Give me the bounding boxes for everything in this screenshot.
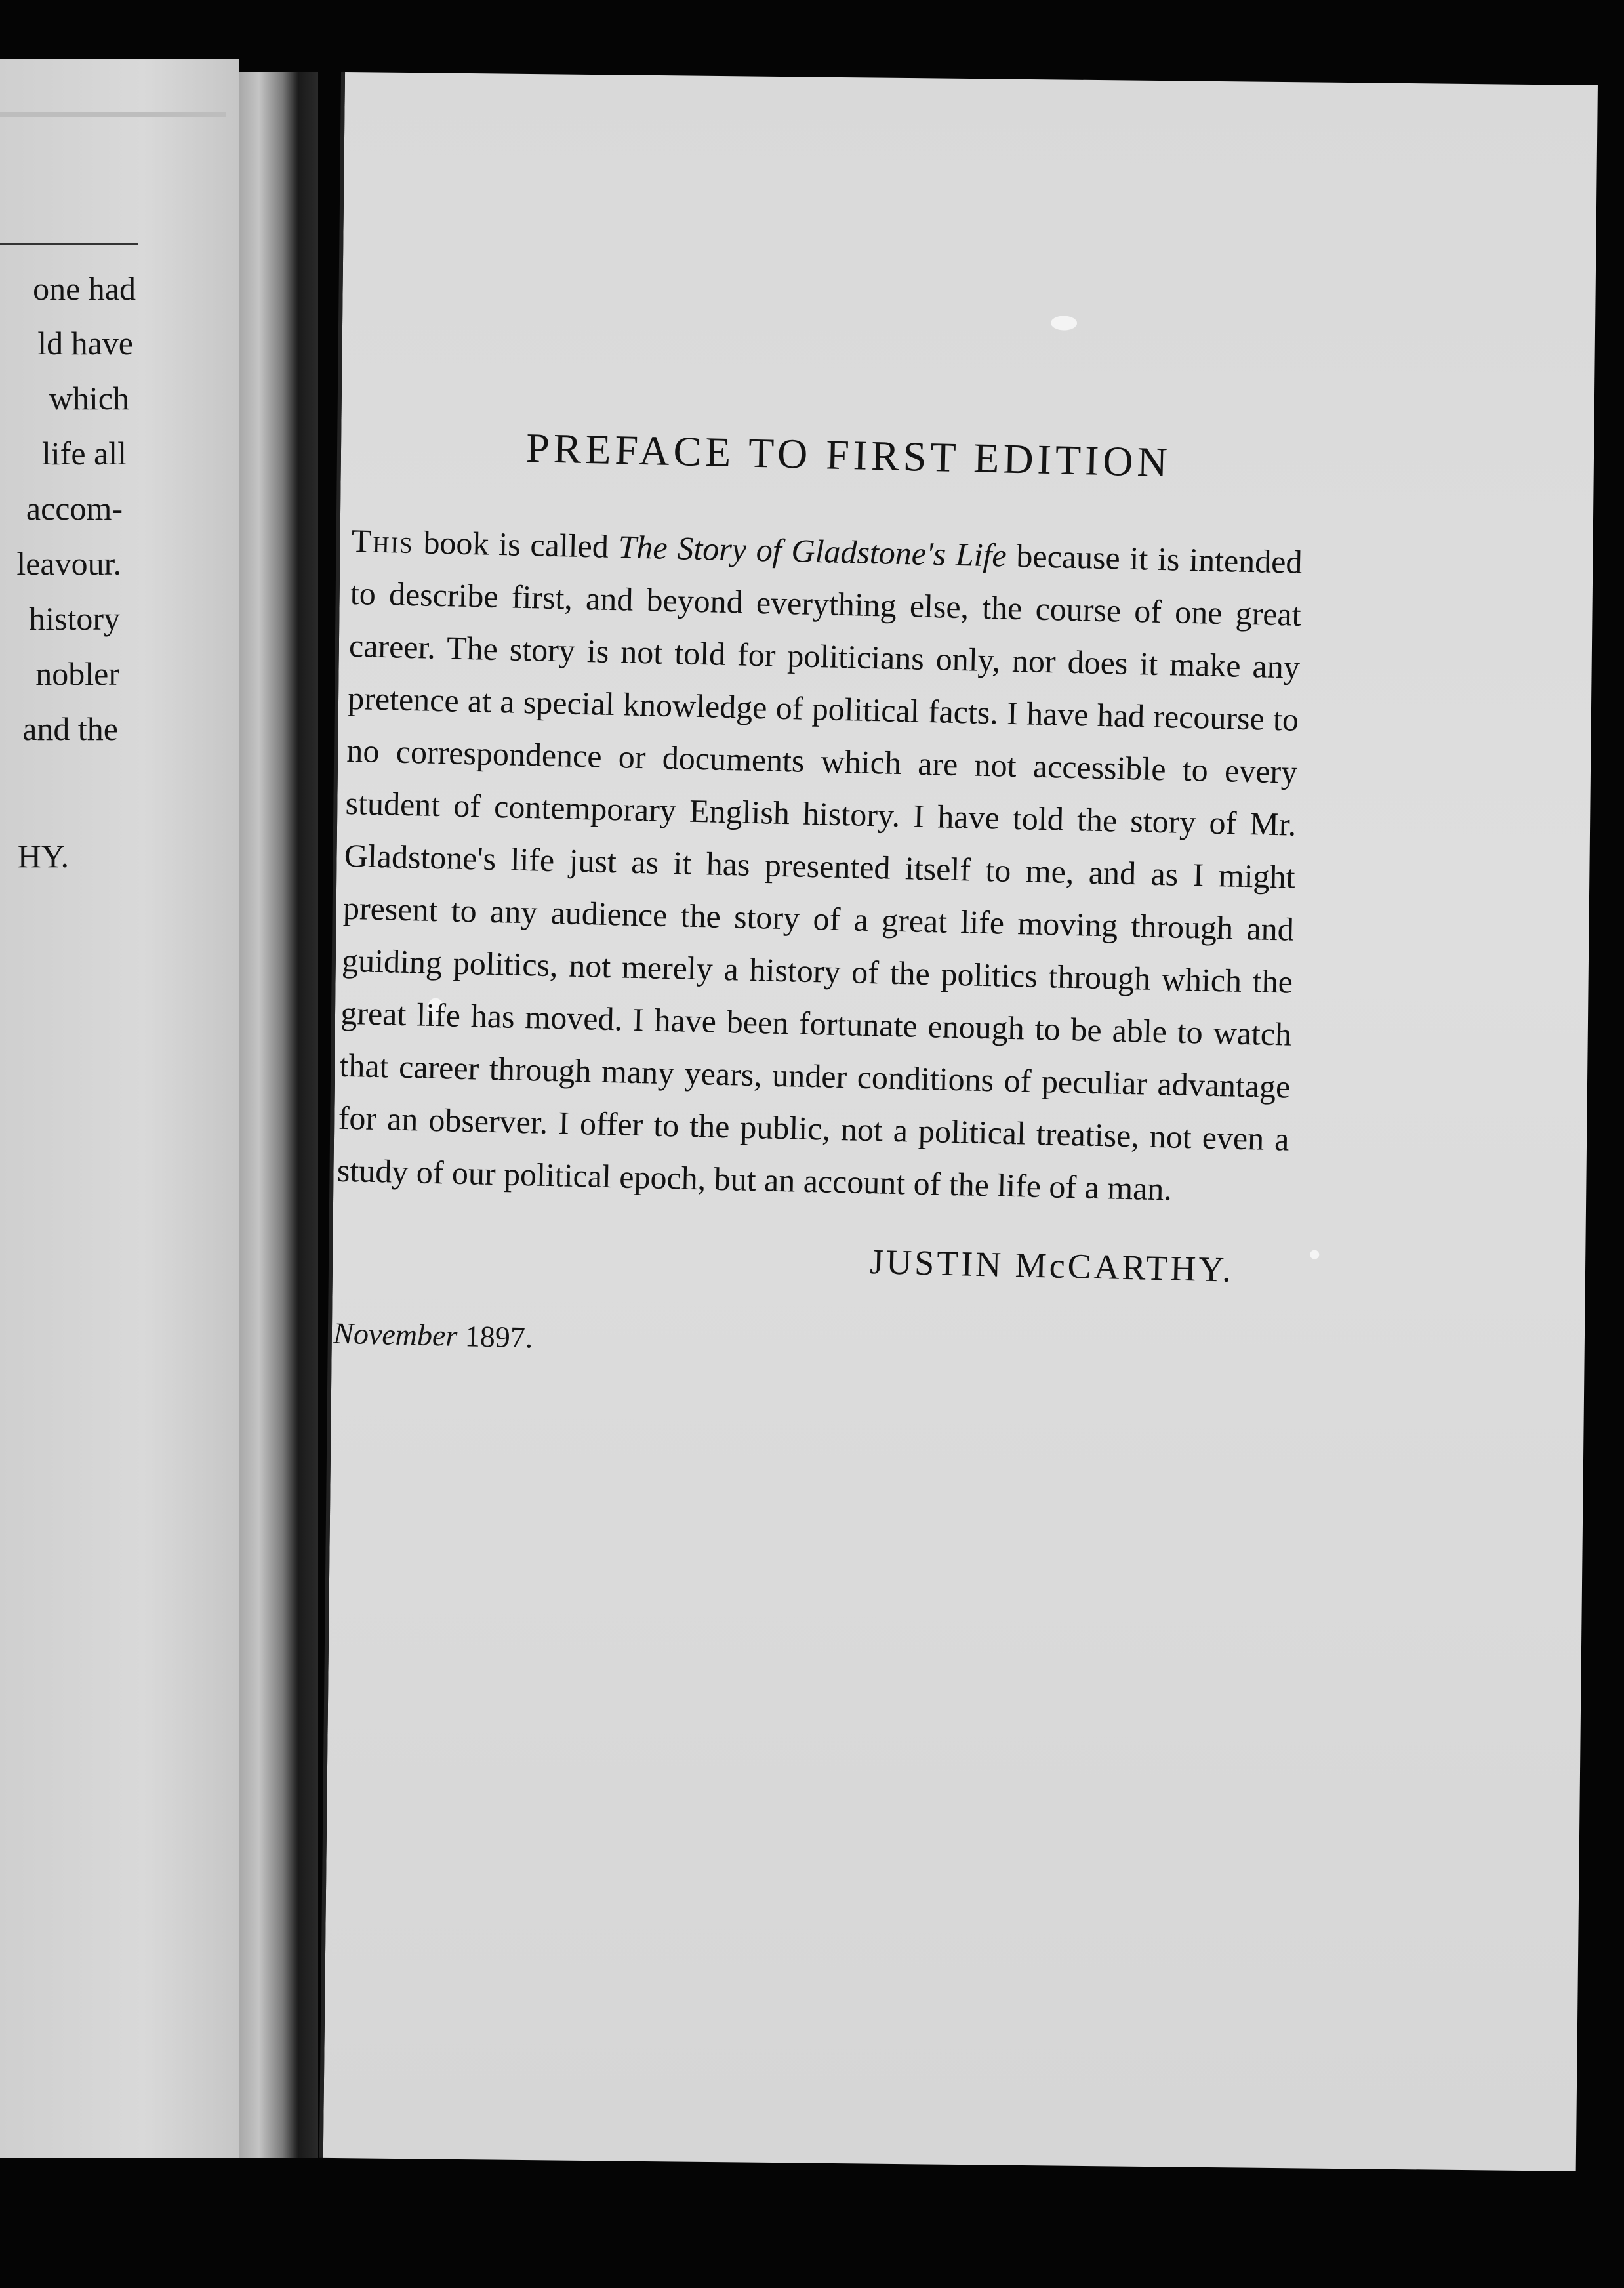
left-page-line: life all [41,435,127,472]
left-page-line: HY. [17,838,69,874]
book-title-italic: The Story of Gladstone's Life [618,528,1007,574]
left-page-line: history [29,600,120,637]
left-page-line: which [49,380,129,417]
left-page-line: and the [22,710,118,747]
author-signature: JUSTIN McCARTHY. [869,1242,1234,1290]
left-page-line: leavour. [16,545,121,582]
date-month: November [333,1316,458,1353]
paragraph-lead-word: This [351,521,415,561]
paragraph-intro-text: book is called [413,523,619,565]
paper-speck [1310,1250,1319,1259]
date-year: 1897. [464,1319,533,1355]
page-title: PREFACE TO FIRST EDITION [525,424,1172,486]
left-page-line: accom- [26,490,123,527]
left-page-line: ld have [37,325,133,361]
left-page-top-edge [0,112,226,117]
left-page [0,59,239,2158]
left-page-rule [0,243,138,245]
book-gutter [239,72,318,2158]
paper-speck [1051,316,1077,330]
left-page-line: one had [33,270,136,307]
paragraph-body-text: because it is intended to describe first, and beyond everything else, the course of one great career. The story is not told for politicians only, nor does it make any pretence at a special knowledge of political facts. I have had recourse to no correspondence or documents which are not accessible to every student of contemporary English history. I have told the story of Mr. Gladstone's life just as it has presented itself to me, and as I might present to any audience the story of a great life moving through and guiding politics, not merely a history of the politics through which the great life has moved. I have been fortunate enough to be able to watch that career through many years, under conditions of peculiar advantage for an observer. I offer to the public, not a political treatise, not even a study of our political epoch, but an account of the life of a man. [336,537,1303,1208]
left-page-line: nobler [35,655,119,692]
preface-content [333,420,1305,1372]
preface-paragraph [336,514,1303,1218]
